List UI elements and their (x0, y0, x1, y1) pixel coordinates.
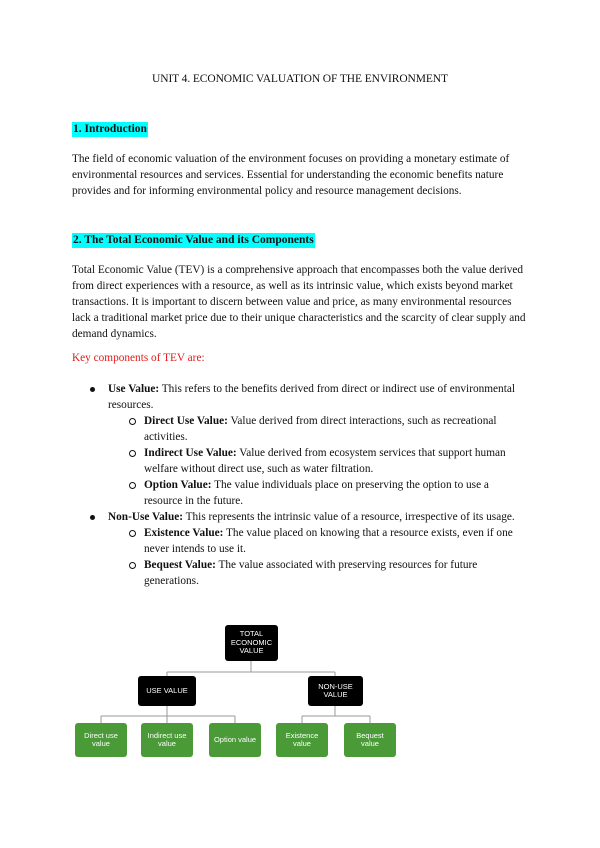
components-list (108, 381, 528, 589)
diagram-node-indirect-use-value (141, 723, 193, 757)
list-item-option-value (144, 477, 528, 509)
term: Existence Value: (144, 527, 224, 539)
diagram-node-direct-use-value (75, 723, 127, 757)
section-heading-text: 1. Introduction (73, 123, 147, 135)
list-item-non-use-value (108, 509, 528, 589)
diagram-node-total-economic-value (225, 625, 278, 661)
node-label: value (158, 739, 176, 748)
sub-list-use-value (108, 413, 528, 509)
definition: Value derived from ecosystem services that support human welfare without direct use, such as water filtration. (144, 447, 506, 475)
diagram-node-non-use-value (308, 676, 363, 706)
term: Direct Use Value: (144, 415, 228, 427)
definition: Value derived from direct interactions, such as recreational activities. (144, 415, 497, 443)
term: Use Value: (108, 383, 160, 395)
diagram-node-bequest-value (344, 723, 396, 757)
tev-paragraph: Total Economic Value (TEV) is a comprehensive approach that encompasses both the value derived from direct experiences with a resource, as well as its intrinsic value, which exists beyond market transactions. It is important to discern between value and price, as many environmental resources lack a traditional market price due to their unique characteristics and the scarcity of clear supply and demand dynamics. (72, 264, 526, 340)
node-label: USE VALUE (146, 685, 188, 695)
node-label: ECONOMIC (230, 637, 273, 647)
node-label: value (293, 739, 311, 748)
node-label: VALUE (239, 646, 264, 656)
list-item-use-value (108, 381, 528, 509)
node-label: VALUE (323, 690, 348, 699)
node-label: Direct use (84, 730, 118, 740)
section-heading-text: 2. The Total Economic Value and its Components (73, 234, 314, 246)
node-label: Bequest (356, 730, 384, 740)
term: Non-Use Value: (108, 511, 184, 523)
diagram-node-option-value (209, 723, 261, 757)
node-label: Indirect use (147, 730, 187, 740)
definition: The value individuals place on preserving the option to use a resource in the future. (144, 479, 489, 507)
diagram-node-use-value (138, 676, 196, 706)
definition: This represents the intrinsic value of a resource, irrespective of its usage. (183, 511, 515, 523)
node-label: NON-USE (318, 681, 353, 691)
node-label: Existence (285, 730, 319, 740)
definition: The value placed on knowing that a resource exists, even if one never intends to use it. (144, 527, 513, 555)
key-components-label: Key components of TEV are: (72, 352, 205, 364)
sub-list-non-use-value (108, 525, 528, 589)
list-item-bequest-value (144, 557, 528, 589)
node-label: value (361, 739, 379, 748)
introduction-paragraph: The field of economic valuation of the environment focuses on providing a monetary estimate of environmental resources and services. Essential for understanding the economic benefits nature provides and for informing environmental policy and resource management decisions. (72, 153, 510, 197)
definition: This refers to the benefits derived from direct or indirect use of environmental resources. (108, 383, 515, 411)
node-label: TOTAL (239, 629, 264, 639)
definition: The value associated with preserving resources for future generations. (144, 559, 478, 587)
node-label: value (92, 739, 110, 748)
page-title: UNIT 4. ECONOMIC VALUATION OF THE ENVIRONMENT (152, 73, 448, 85)
section-heading-introduction (72, 123, 148, 135)
section-heading-tev (72, 234, 315, 246)
list-item-indirect-use (144, 445, 528, 477)
term: Option Value: (144, 479, 212, 491)
diagram-node-existence-value (276, 723, 328, 757)
list-item-existence-value (144, 525, 528, 557)
list-item-direct-use (144, 413, 528, 445)
term: Bequest Value: (144, 559, 216, 571)
node-label: Option value (213, 734, 257, 744)
term: Indirect Use Value: (144, 447, 237, 459)
